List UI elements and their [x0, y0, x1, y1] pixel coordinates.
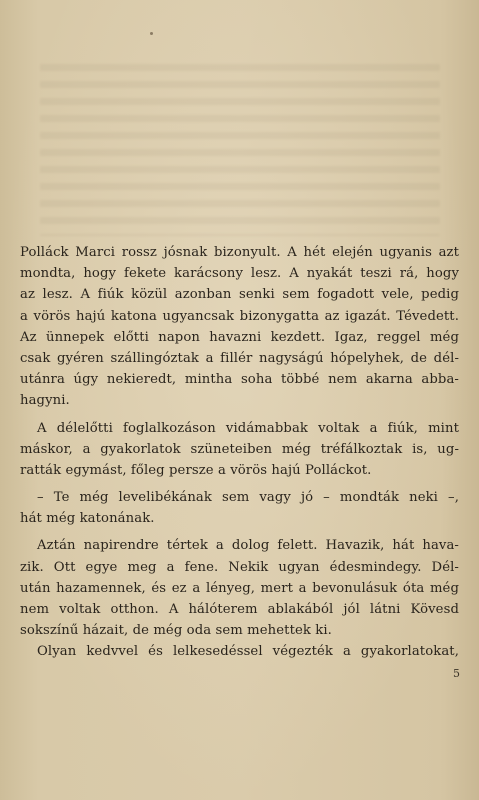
- paragraph-2: [20, 418, 459, 482]
- text-line: nem voltak otthon. A hálóterem ablakából jól látni Kövesd: [20, 602, 459, 617]
- text-line: – Te még levelibékának sem vagy jó – mondták neki –,: [37, 490, 459, 506]
- text-line: után hazamennek, és ez a lényeg, mert a bevonulásuk óta még: [20, 580, 459, 596]
- text-line: hagyni.: [20, 393, 70, 409]
- text-line: Aztán napirendre tértek a dolog felett. Havazik, hát hava-: [37, 538, 459, 554]
- page-mark: 5: [453, 667, 460, 680]
- text-line: ratták egymást, főleg persze a vörös hajú Polláckot.: [20, 462, 372, 478]
- text-line: hát még katonának.: [20, 511, 155, 527]
- text-line: Az ünnepek előtti napon havazni kezdett. Igaz, reggel még: [20, 329, 459, 345]
- text-line: zik. Ott egye meg a fene. Nekik ugyan édesmindegy. Dél-: [20, 559, 459, 575]
- bleed-through-text: [40, 58, 440, 236]
- text-line: máskor, a gyakorlatok szüneteiben még tréfálkoztak is, ug-: [20, 441, 459, 457]
- paragraph-5: [20, 641, 459, 662]
- text-line: mondta, hogy fekete karácsony lesz. A nyakát teszi rá, hogy: [20, 266, 459, 282]
- text-line: A délelőtti foglalkozáson vidámabbak voltak a fiúk, mint: [37, 420, 459, 436]
- paragraph-1: [20, 242, 459, 412]
- text-line: utánra úgy nekieredt, mintha soha többé nem akarna abba-: [20, 372, 459, 388]
- text-line: a vörös hajú katona ugyancsak bizonygatta az igazát. Tévedett.: [20, 308, 459, 324]
- paragraph-3: [20, 487, 459, 529]
- body-text: [20, 242, 459, 663]
- text-line: az lesz. A fiúk közül azonban senki sem fogadott vele, pedig: [20, 287, 459, 303]
- text-line: Olyan kedvvel és lelkesedéssel végezték a gyakorlatokat,: [37, 644, 459, 660]
- paper-speck: [150, 32, 153, 35]
- paragraph-4: [20, 535, 459, 641]
- text-line: csak gyéren szállingóztak a fillér nagyságú hópelyhek, de dél-: [20, 350, 459, 366]
- text-line: sokszínű házait, de még oda sem mehettek ki.: [20, 623, 332, 639]
- text-line: Polláck Marci rossz jósnak bizonyult. A hét elején ugyanis azt: [20, 245, 459, 260]
